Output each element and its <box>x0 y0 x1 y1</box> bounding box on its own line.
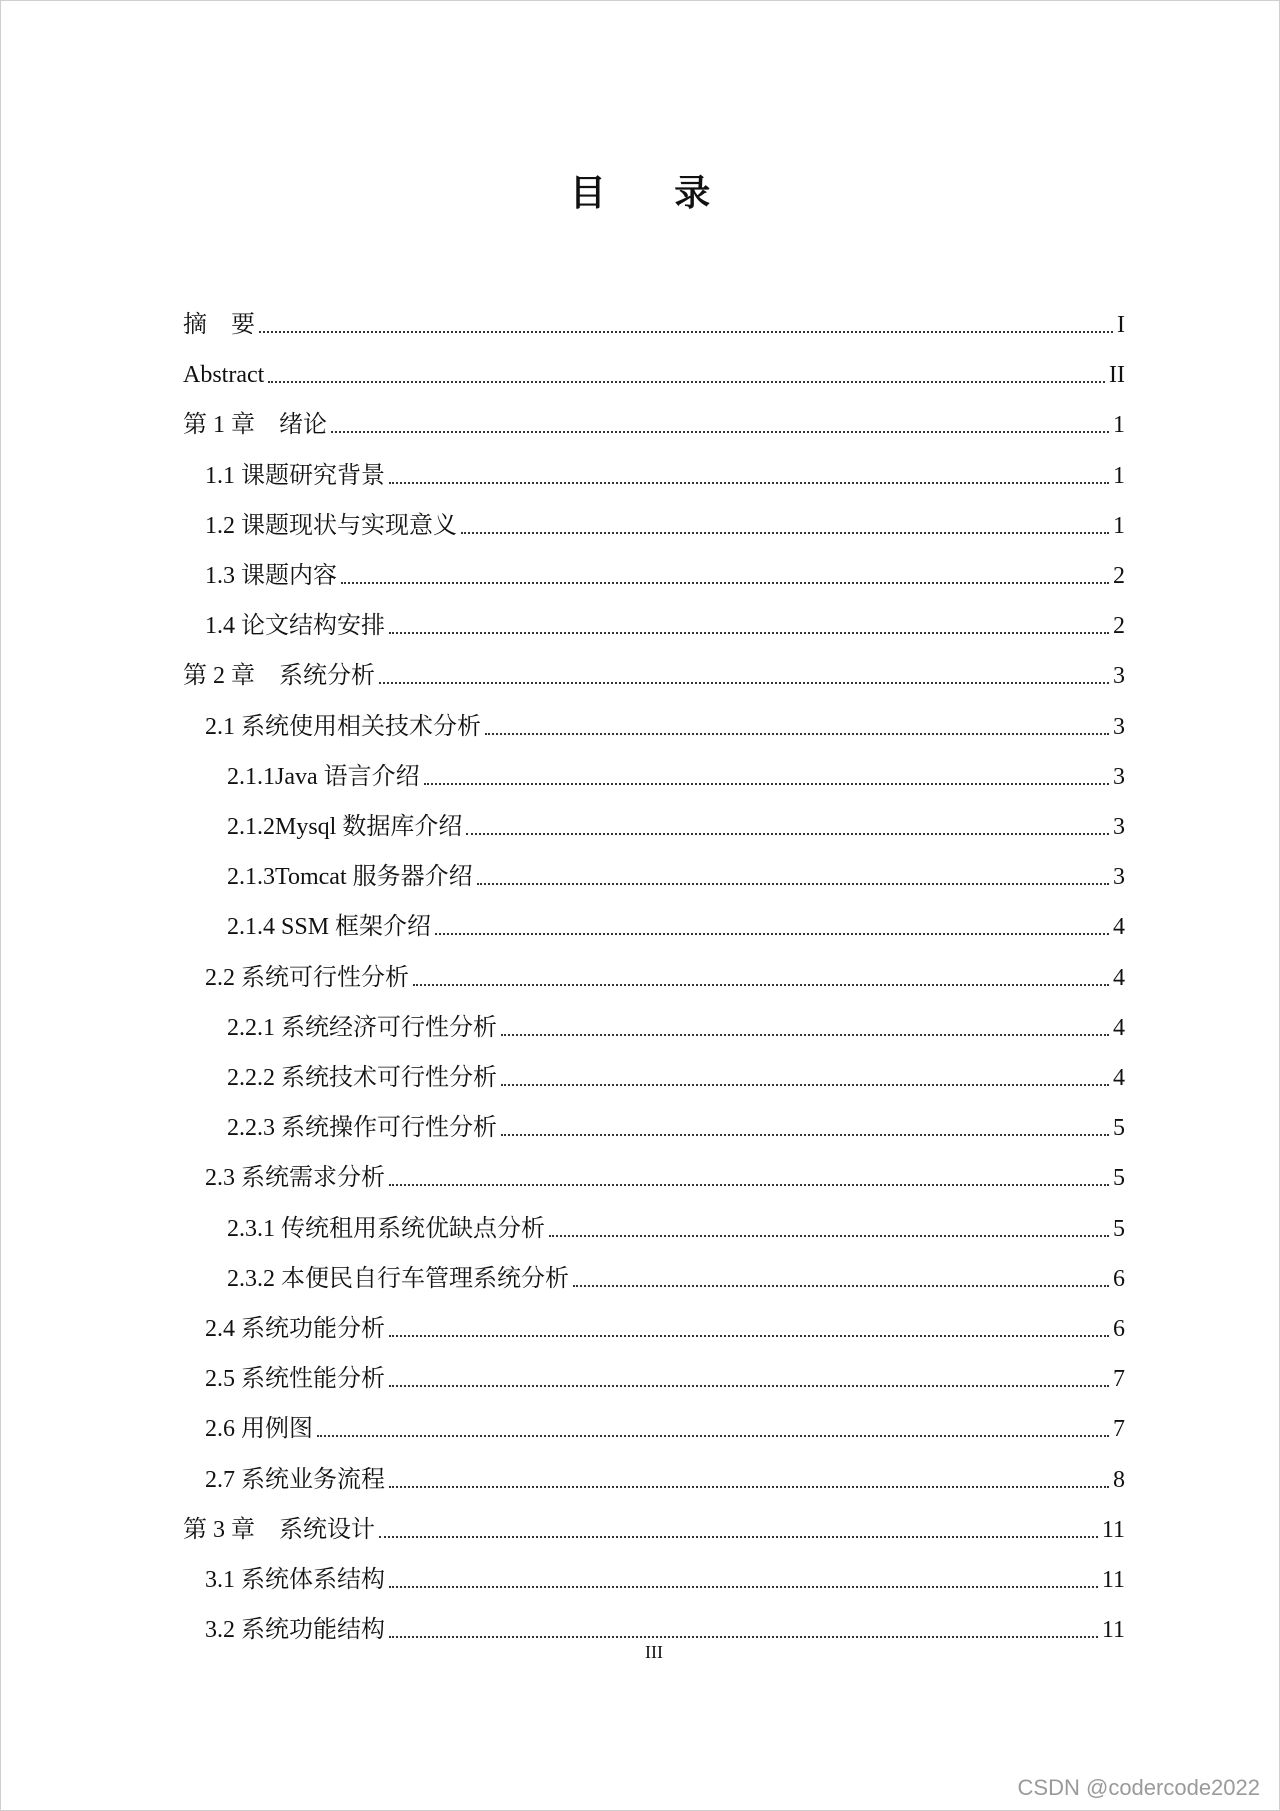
toc-entry[interactable] <box>183 1354 1125 1394</box>
toc-entry[interactable] <box>183 1404 1125 1444</box>
toc-entry-label: 3.2 系统功能结构 <box>205 1617 385 1644</box>
toc-entry-label: Abstract <box>183 362 265 389</box>
toc-dot-leader <box>379 682 1109 684</box>
toc-dot-leader <box>501 1034 1109 1036</box>
toc-entry[interactable] <box>183 1153 1125 1193</box>
toc-dot-leader <box>413 984 1109 986</box>
toc-dot-leader <box>379 1536 1098 1538</box>
toc-entry-label: 2.1 系统使用相关技术分析 <box>205 713 481 740</box>
toc-entry-label: 1.4 论文结构安排 <box>205 613 385 640</box>
toc-entry-page-number: 5 <box>1113 1115 1125 1142</box>
toc-entry-page-number: 3 <box>1113 763 1125 790</box>
toc-dot-leader <box>389 1184 1109 1186</box>
toc-entry-page-number: 11 <box>1101 1516 1125 1543</box>
toc-entry-page-number: 1 <box>1113 512 1125 539</box>
toc-dot-leader <box>317 1435 1109 1437</box>
toc-entry-page-number: 3 <box>1113 663 1125 690</box>
toc-entry-page-number: 4 <box>1113 964 1125 991</box>
toc-entry-label: 2.1.1Java 语言介绍 <box>227 763 420 790</box>
toc-entry[interactable] <box>183 350 1125 390</box>
toc-entry-page-number: 6 <box>1113 1265 1125 1292</box>
toc-entry-page-number: 5 <box>1113 1215 1125 1242</box>
toc-entry-page-number: 11 <box>1101 1617 1125 1644</box>
toc-entry-label: 3.1 系统体系结构 <box>205 1567 385 1593</box>
toc-dot-leader <box>331 431 1109 433</box>
toc-entry[interactable] <box>183 1304 1125 1344</box>
toc-entry-label: 第 1 章 绪论 <box>183 412 327 439</box>
toc-entry[interactable] <box>183 400 1125 440</box>
toc-dot-leader <box>477 883 1109 885</box>
toc-entry-page-number: 4 <box>1113 1065 1125 1091</box>
toc-entry-page-number: II <box>1109 362 1125 389</box>
toc-entry-page-number: 3 <box>1113 713 1125 740</box>
toc-entry[interactable] <box>183 1605 1125 1645</box>
toc-dot-leader <box>389 632 1109 634</box>
toc-entry-label: 摘 要 <box>183 312 255 338</box>
toc-entry[interactable] <box>183 802 1125 842</box>
toc-entry-label: 第 2 章 系统分析 <box>183 663 375 690</box>
toc-entry-page-number: 4 <box>1113 914 1125 941</box>
toc-entry[interactable] <box>183 601 1125 641</box>
toc-entry[interactable] <box>183 651 1125 691</box>
toc-entry[interactable] <box>183 702 1125 742</box>
toc-entry-page-number: 3 <box>1113 864 1125 891</box>
toc-entry-page-number: 8 <box>1113 1466 1125 1493</box>
toc-entry-page-number: 3 <box>1113 814 1125 840</box>
toc-dot-leader <box>501 1084 1109 1086</box>
toc-entry-label: 2.2.1 系统经济可行性分析 <box>227 1014 497 1041</box>
toc-dot-leader <box>259 331 1113 333</box>
toc-entry-label: 第 3 章 系统设计 <box>183 1516 375 1543</box>
toc-entry-label: 2.3.1 传统租用系统优缺点分析 <box>227 1215 545 1242</box>
toc-dot-leader <box>268 381 1105 383</box>
page-number-footer: III <box>645 1642 663 1662</box>
toc-entry[interactable] <box>183 1053 1125 1093</box>
toc-dot-leader <box>461 532 1109 534</box>
toc-dot-leader <box>466 833 1109 835</box>
page-title: 目 录 <box>569 173 739 214</box>
toc-entry-label: 2.7 系统业务流程 <box>205 1466 385 1493</box>
toc-dot-leader <box>341 582 1109 584</box>
toc-entry[interactable] <box>183 1103 1125 1143</box>
toc-entry-page-number: 7 <box>1113 1416 1125 1443</box>
toc-entry-page-number: 6 <box>1113 1316 1125 1342</box>
toc-entry-label: 2.1.3Tomcat 服务器介绍 <box>227 864 473 891</box>
toc-entry[interactable] <box>183 1003 1125 1043</box>
toc-entry-page-number: 2 <box>1113 563 1125 589</box>
toc-dot-leader <box>389 1586 1098 1588</box>
toc-dot-leader <box>435 933 1109 935</box>
toc-entry[interactable] <box>183 752 1125 792</box>
toc-entry[interactable] <box>183 953 1125 993</box>
toc-dot-leader <box>501 1134 1109 1136</box>
toc-entry-label: 2.3.2 本便民自行车管理系统分析 <box>227 1265 569 1292</box>
toc-entry-label: 2.3 系统需求分析 <box>205 1165 385 1192</box>
toc-entry-page-number: 1 <box>1113 462 1125 489</box>
toc-entry[interactable] <box>183 852 1125 892</box>
toc-entry-page-number: I <box>1117 312 1125 338</box>
toc-entry-label: 2.1.2Mysql 数据库介绍 <box>227 814 463 840</box>
toc-entry-page-number: 7 <box>1113 1366 1125 1393</box>
toc-entry-label: 2.5 系统性能分析 <box>205 1366 385 1393</box>
toc-entry-label: 1.2 课题现状与实现意义 <box>205 512 457 539</box>
toc-entry-label: 1.3 课题内容 <box>205 563 337 589</box>
toc-dot-leader <box>549 1235 1109 1237</box>
toc-dot-leader <box>389 482 1109 484</box>
toc-dot-leader <box>424 783 1109 785</box>
toc-entry-label: 2.1.4 SSM 框架介绍 <box>227 914 432 941</box>
toc-dot-leader <box>389 1486 1109 1488</box>
toc-entry-label: 2.2.2 系统技术可行性分析 <box>227 1065 497 1091</box>
toc-entry-label: 2.2 系统可行性分析 <box>205 964 409 991</box>
toc-entry-label: 2.2.3 系统操作可行性分析 <box>227 1115 497 1142</box>
toc-entry[interactable] <box>183 501 1125 541</box>
toc-dot-leader <box>485 733 1109 735</box>
toc-entry[interactable] <box>183 1204 1125 1244</box>
toc-dot-leader <box>389 1335 1109 1337</box>
toc-entry[interactable] <box>183 902 1125 942</box>
toc-entry-label: 2.6 用例图 <box>205 1416 313 1443</box>
toc-entry[interactable] <box>183 1254 1125 1294</box>
toc-entry[interactable] <box>183 551 1125 591</box>
toc-dot-leader <box>573 1285 1109 1287</box>
toc-entry[interactable] <box>183 300 1125 340</box>
toc-entry[interactable] <box>183 1505 1125 1545</box>
toc-entry-page-number: 4 <box>1113 1014 1125 1041</box>
toc-entry-page-number: 5 <box>1113 1165 1125 1192</box>
toc-entry-label: 2.4 系统功能分析 <box>205 1316 385 1342</box>
toc-entry-label: 1.1 课题研究背景 <box>205 462 385 489</box>
toc-entry[interactable] <box>183 1555 1125 1595</box>
toc-entry[interactable] <box>183 1455 1125 1495</box>
toc-dot-leader <box>389 1385 1109 1387</box>
watermark: CSDN @codercode2022 <box>1017 1775 1260 1800</box>
toc-dot-leader <box>389 1636 1098 1638</box>
toc-entry[interactable] <box>183 451 1125 491</box>
toc-entry-page-number: 2 <box>1113 613 1125 640</box>
toc-entry-page-number: 1 <box>1113 412 1125 439</box>
toc-entry-page-number: 11 <box>1101 1567 1125 1593</box>
